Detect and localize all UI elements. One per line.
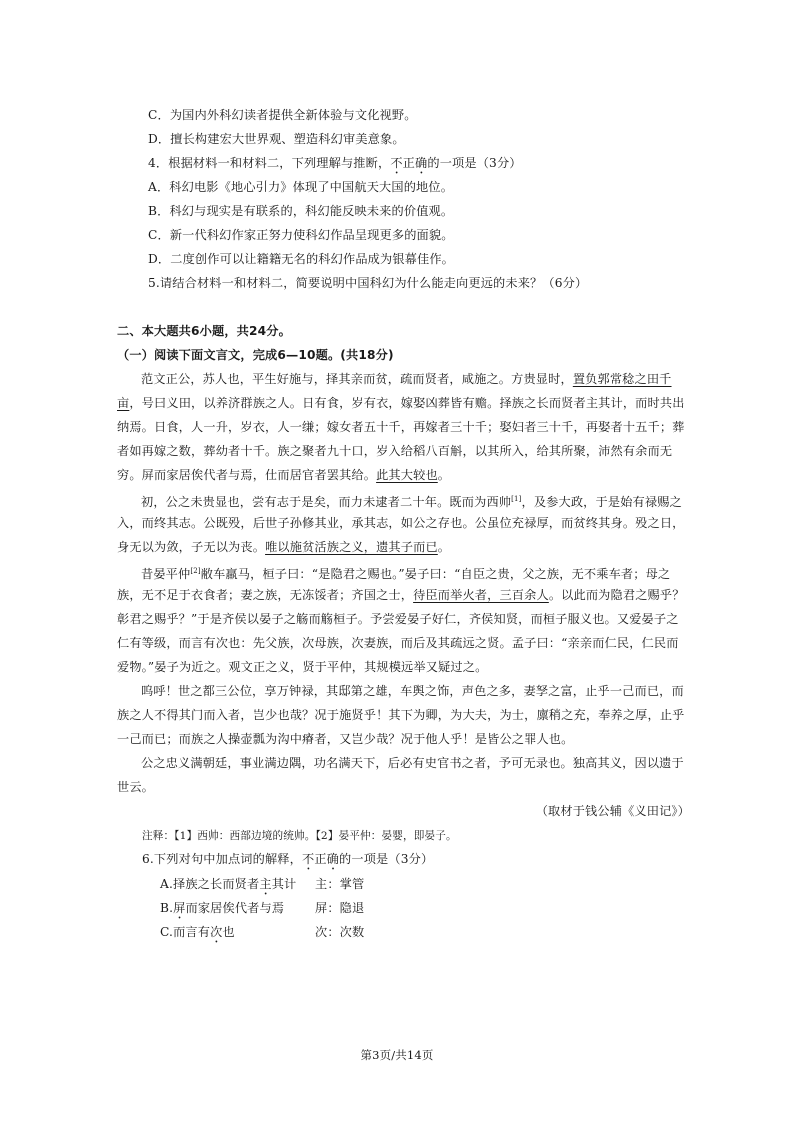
q6-stem-pre: 6.下列对句中加点词的解释，	[142, 852, 302, 866]
passage-p3-line3: 彰君之赐乎？”于是齐侯以晏子之觞而觞桓子。予尝爱晏子好仁，齐侯知贤，而桓子服义也。又爱晏子之	[117, 612, 679, 626]
p1-l5-text: 穷。屏而家居俟代者与焉，仕而居官者罢其给。	[117, 468, 377, 482]
passage-p1-line4: 者如再嫁之数，葬幼者十千。族之聚者九十口，岁入给稻八百斛，以其所入，给其所聚，沛然有余而无	[117, 444, 673, 458]
q6-stem-post: 的一项是（3分）	[339, 852, 434, 866]
p1-l2-underlined: 亩	[117, 396, 130, 410]
passage-p1-line5	[117, 467, 450, 483]
q6-option-a-sentence	[160, 876, 296, 898]
q6-emphasis-que: 确	[326, 852, 340, 866]
q4-emphasis-bu: 不	[390, 156, 403, 170]
section-2-title: 二、本大题共6小题，共24分。	[117, 324, 291, 338]
p3-l1-text: 昔晏平仲	[141, 567, 191, 581]
q4-option-a: A．科幻电影《地心引力》体现了中国航天大国的地位。	[148, 180, 454, 194]
p1-l1-text: 范文正公，苏人也，平生好施与，择其亲而贫，疏而贤者，咸施之。方贵显时，	[141, 372, 573, 386]
p3-l2-text: 族，无不足于衣食者；妻之族，无冻馁者；齐国之士，	[117, 588, 414, 602]
passage-p5-line1: 公之忠义满朝廷，事业满边隅，功名满天下，后必有史官书之者，予可无录也。独高其义，因以遗于	[141, 756, 684, 770]
q6-option-a-definition: 主：掌管	[315, 877, 365, 891]
question-6-stem	[142, 851, 433, 873]
passage-p2-line1	[141, 491, 682, 510]
q6-b-emphasis: 屏	[173, 901, 186, 915]
p3-l1-text-b: 敝车羸马，桓子曰：“是隐君之赐也。”晏子曰：“自臣之贵，父之族，无不乘车者；母之	[200, 567, 671, 581]
page-number: 第3页/共14页	[360, 1048, 434, 1062]
p1-l5-underlined: 此其大较也	[376, 468, 438, 482]
p2-l1-text-b: ，及参大政，于是始有禄赐之	[521, 495, 682, 509]
q6-stem-mid: 正	[314, 852, 327, 866]
q6-a-emphasis: 主	[259, 877, 272, 891]
passage-p4-line2: 族之人不得其门而入者，岂少也哉？况于施贤乎！其下为卿，为大夫，为士，廪稍之充，奉养之厚，止乎	[117, 708, 685, 722]
p1-l1-underlined: 置负郭常稔之田千	[572, 372, 672, 386]
passage-p4-line1: 呜呼！世之都三公位，享万钟禄，其邸第之雄，车舆之饰，声色之多，妻孥之富，止乎一己而已，而	[141, 684, 684, 698]
q6-option-c-sentence	[160, 924, 235, 946]
passage-p1-line1	[141, 371, 672, 387]
passage-p2-line2: 入，而终其志。公既殁，后世子孙修其业，承其志，如公之存也。公虽位充禄厚，而贫终其身。殁之日，	[117, 516, 685, 530]
prev-option-d: D．擅长构建宏大世界观、塑造科幻审美意象。	[148, 132, 405, 146]
passage-p1-line2	[117, 395, 685, 411]
p2-l3-text: 身无以为敛，子无以为丧。	[117, 540, 266, 554]
q4-emphasis-que: 确	[415, 156, 428, 170]
p2-l1-text: 初，公之未贵显也，尝有志于是矣，而力未逮者二十年。既而为西帅	[141, 495, 512, 509]
q6-emphasis-bu: 不	[301, 852, 315, 866]
q6-b-post: 而家居俟代者与焉	[185, 901, 285, 915]
p1-l5-end: 。	[437, 468, 451, 482]
passage-p2-line3	[117, 539, 450, 555]
question-4-stem	[148, 155, 522, 177]
q6-option-b-sentence	[160, 900, 284, 922]
passage-p4-line3: 一己而已；而族之人操壶瓢为沟中瘠者，又岂少哉？况于他人乎！是皆公之罪人也。	[117, 732, 574, 746]
q6-c-pre: C.而言有	[160, 925, 211, 939]
p3-l2-underlined: 待臣而举火者，三百余人	[413, 588, 549, 602]
q6-option-b-definition: 屏：隐退	[315, 901, 365, 915]
q6-a-pre: A.择族之长而贤者	[160, 877, 260, 891]
p1-l2-text: ，号曰义田，以养济群族之人。日有食，岁有衣，嫁娶凶葬皆有赡。择族之长而贤者主其计，而时共出	[129, 396, 685, 410]
q4-option-d: D．二度创作可以让籍籍无名的科幻作品成为银幕佳作。	[148, 252, 455, 266]
prev-option-c: C．为国内外科幻读者提供全新体验与文化视野。	[148, 108, 417, 122]
note-marker-2: [2]	[190, 567, 201, 575]
passage-p3-line5: 爱物。”晏子为近之。观文正之义，贤于平仲，其规模远举又疑过之。	[117, 660, 488, 674]
passage-p3-line1	[141, 563, 670, 582]
passage-source: （取材于钱公辅《义田记》）	[535, 804, 690, 818]
p2-l3-underlined: 唯以施贫活族之义，遗其子而已	[265, 540, 438, 554]
p2-l3-end: 。	[437, 540, 451, 554]
q4-option-c: C．新一代科幻作家正努力使科幻作品呈现更多的面貌。	[148, 228, 454, 242]
passage-p5-line2: 世云。	[117, 780, 155, 794]
q4-stem-pre: 4．根据材料一和材料二，下列理解与推断，	[148, 156, 391, 170]
q4-stem-mid: 正	[402, 156, 416, 170]
p3-l2-end: 。以此而为隐君之赐乎？	[548, 588, 685, 602]
section-2-subtitle: （一）阅读下面文言文，完成6—10题。(共18分)	[117, 348, 394, 362]
q6-c-post: 也	[222, 925, 235, 939]
note-marker-1: [1]	[511, 495, 522, 503]
q4-stem-post: 的一项是（3分）	[427, 156, 522, 170]
q4-option-b: B．科幻与现实是有联系的，科幻能反映未来的价值观。	[148, 204, 454, 218]
passage-p3-line4: 仁有等级，而言有次也：先父族，次母族，次妻族，而后及其疏远之贤。孟子曰：“亲亲而仁民，仁民而	[117, 636, 679, 650]
annotation-notes: 注释：【1】西帅：西部边境的统帅。【2】晏平仲：晏婴，即晏子。	[142, 830, 457, 842]
q6-b-pre: B.	[160, 901, 174, 915]
q6-c-emphasis: 次	[210, 925, 223, 939]
q6-a-post: 其计	[271, 877, 297, 891]
passage-p1-line3: 纳焉。日食，人一升，岁衣，人一缣；嫁女者五十千，再嫁者三十千；娶妇者三十千，再娶者十五千；葬	[117, 420, 685, 434]
q6-option-c-definition: 次：次数	[315, 925, 365, 939]
passage-p3-line2	[117, 587, 685, 603]
question-5-stem: 5.请结合材料一和材料二，简要说明中国科幻为什么能走向更远的未来？（6分）	[148, 276, 588, 290]
